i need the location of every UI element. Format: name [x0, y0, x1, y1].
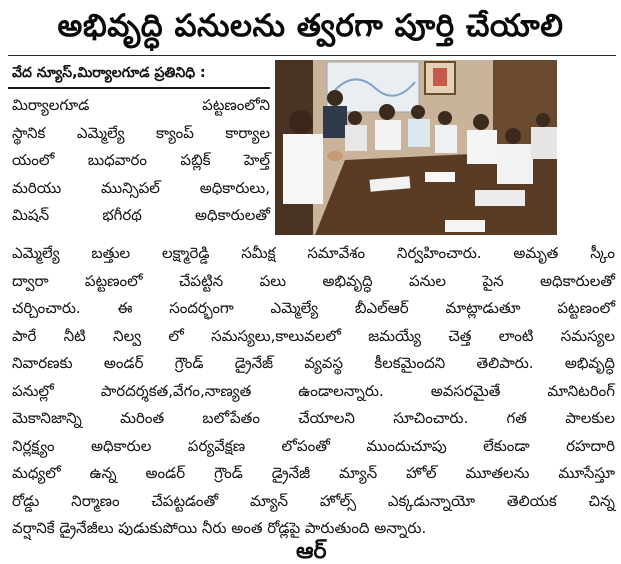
body-line: ఎమ్మెల్యే బత్తుల లక్ష్మారెడ్డి సమీక్ష సమావేశం నిర్వహించారు. అమృత స్కీం — [12, 244, 615, 262]
body-line: మెకానిజాన్ని మరింత బలోపేతం చేయాలని సూచించారు. గత పాలకుల — [12, 409, 615, 427]
body-line: మధ్యలో ఉన్న అండర్ గ్రౌండ్ డ్రైనేజీ మ్యాన్ హోల్ మూతలను మూసేస్తూ — [12, 464, 615, 482]
body-line: మరియు మున్సిపల్ అధికారులు, — [12, 178, 270, 197]
body-line: రోడ్డు నిర్మాణం చేపట్టడంతో మ్యాన్ హోల్స్ ఎక్కడున్నాయో తెలియక చిన్న — [12, 491, 615, 510]
body-line: పనుల్లో పారదర్శకత,వేగం,నాణ్యత ఉండాలన్నారు. అవసరమైతే మానిటరింగ్ — [12, 381, 615, 400]
body-line: యంలో బుధవారం పబ్లిక్ హెల్త్ — [12, 151, 270, 169]
body-line: మిర్యాలగూడ పట్టణంలోని — [12, 96, 270, 114]
photo-speaker — [283, 134, 323, 204]
dateline-rule — [8, 87, 270, 89]
headline: అభివృద్ధి పనులను త్వరగా పూర్తి చేయాలి — [57, 8, 564, 44]
body-line: పారే నీటి నిల్వ లో సమస్యలు,కాలువలలో జమయ్యే చెత్త లాంటి సమస్యల — [12, 326, 615, 345]
meeting-photo — [275, 60, 557, 235]
headline-rule — [8, 55, 616, 56]
dateline: వేద న్యూస్,మిర్యాలగూడ ప్రతినిధి : — [12, 65, 206, 81]
body-line: మిషన్ భగీరథ అధికారులతో — [12, 206, 270, 224]
body-line: స్థానిక ఎమ్మెల్యే క్యాంప్ కార్యాల — [12, 123, 270, 142]
article-body-narrow — [12, 92, 270, 230]
body-line: ద్వారా పట్టణంలో చేపట్టిన పలు అభివృద్ధి పనుల పైన అధికారులతో — [12, 271, 615, 290]
body-line: చర్చించారు. ఈ సందర్భంగా ఎమ్మెల్యే బీఎల్ఆర్ మాట్లాడుతూ పట్టణంలో — [12, 299, 615, 317]
body-line: నివారణకు అండర్ గ్రౌండ్ డ్రైనేజ్ వ్యవస్థ కీలకమైందని తెలిపారు. అభివృద్ధి — [12, 354, 615, 372]
next-article-heading-fragment: ఆర్ — [296, 539, 327, 564]
body-line: వర్షానికే డ్రైనేజీలు పుడుకుపోయి నీరు అంత రోడ్లపై పారుతుంది అన్నారు. — [12, 519, 427, 537]
meeting-photo-illustration — [275, 60, 557, 235]
body-line: నిర్లక్ష్యం అధికారుల పర్యవేక్షణ లోపంతో ముందుచూపు లేకుండా రహదారి — [12, 436, 615, 455]
article-body-wide — [12, 240, 615, 543]
